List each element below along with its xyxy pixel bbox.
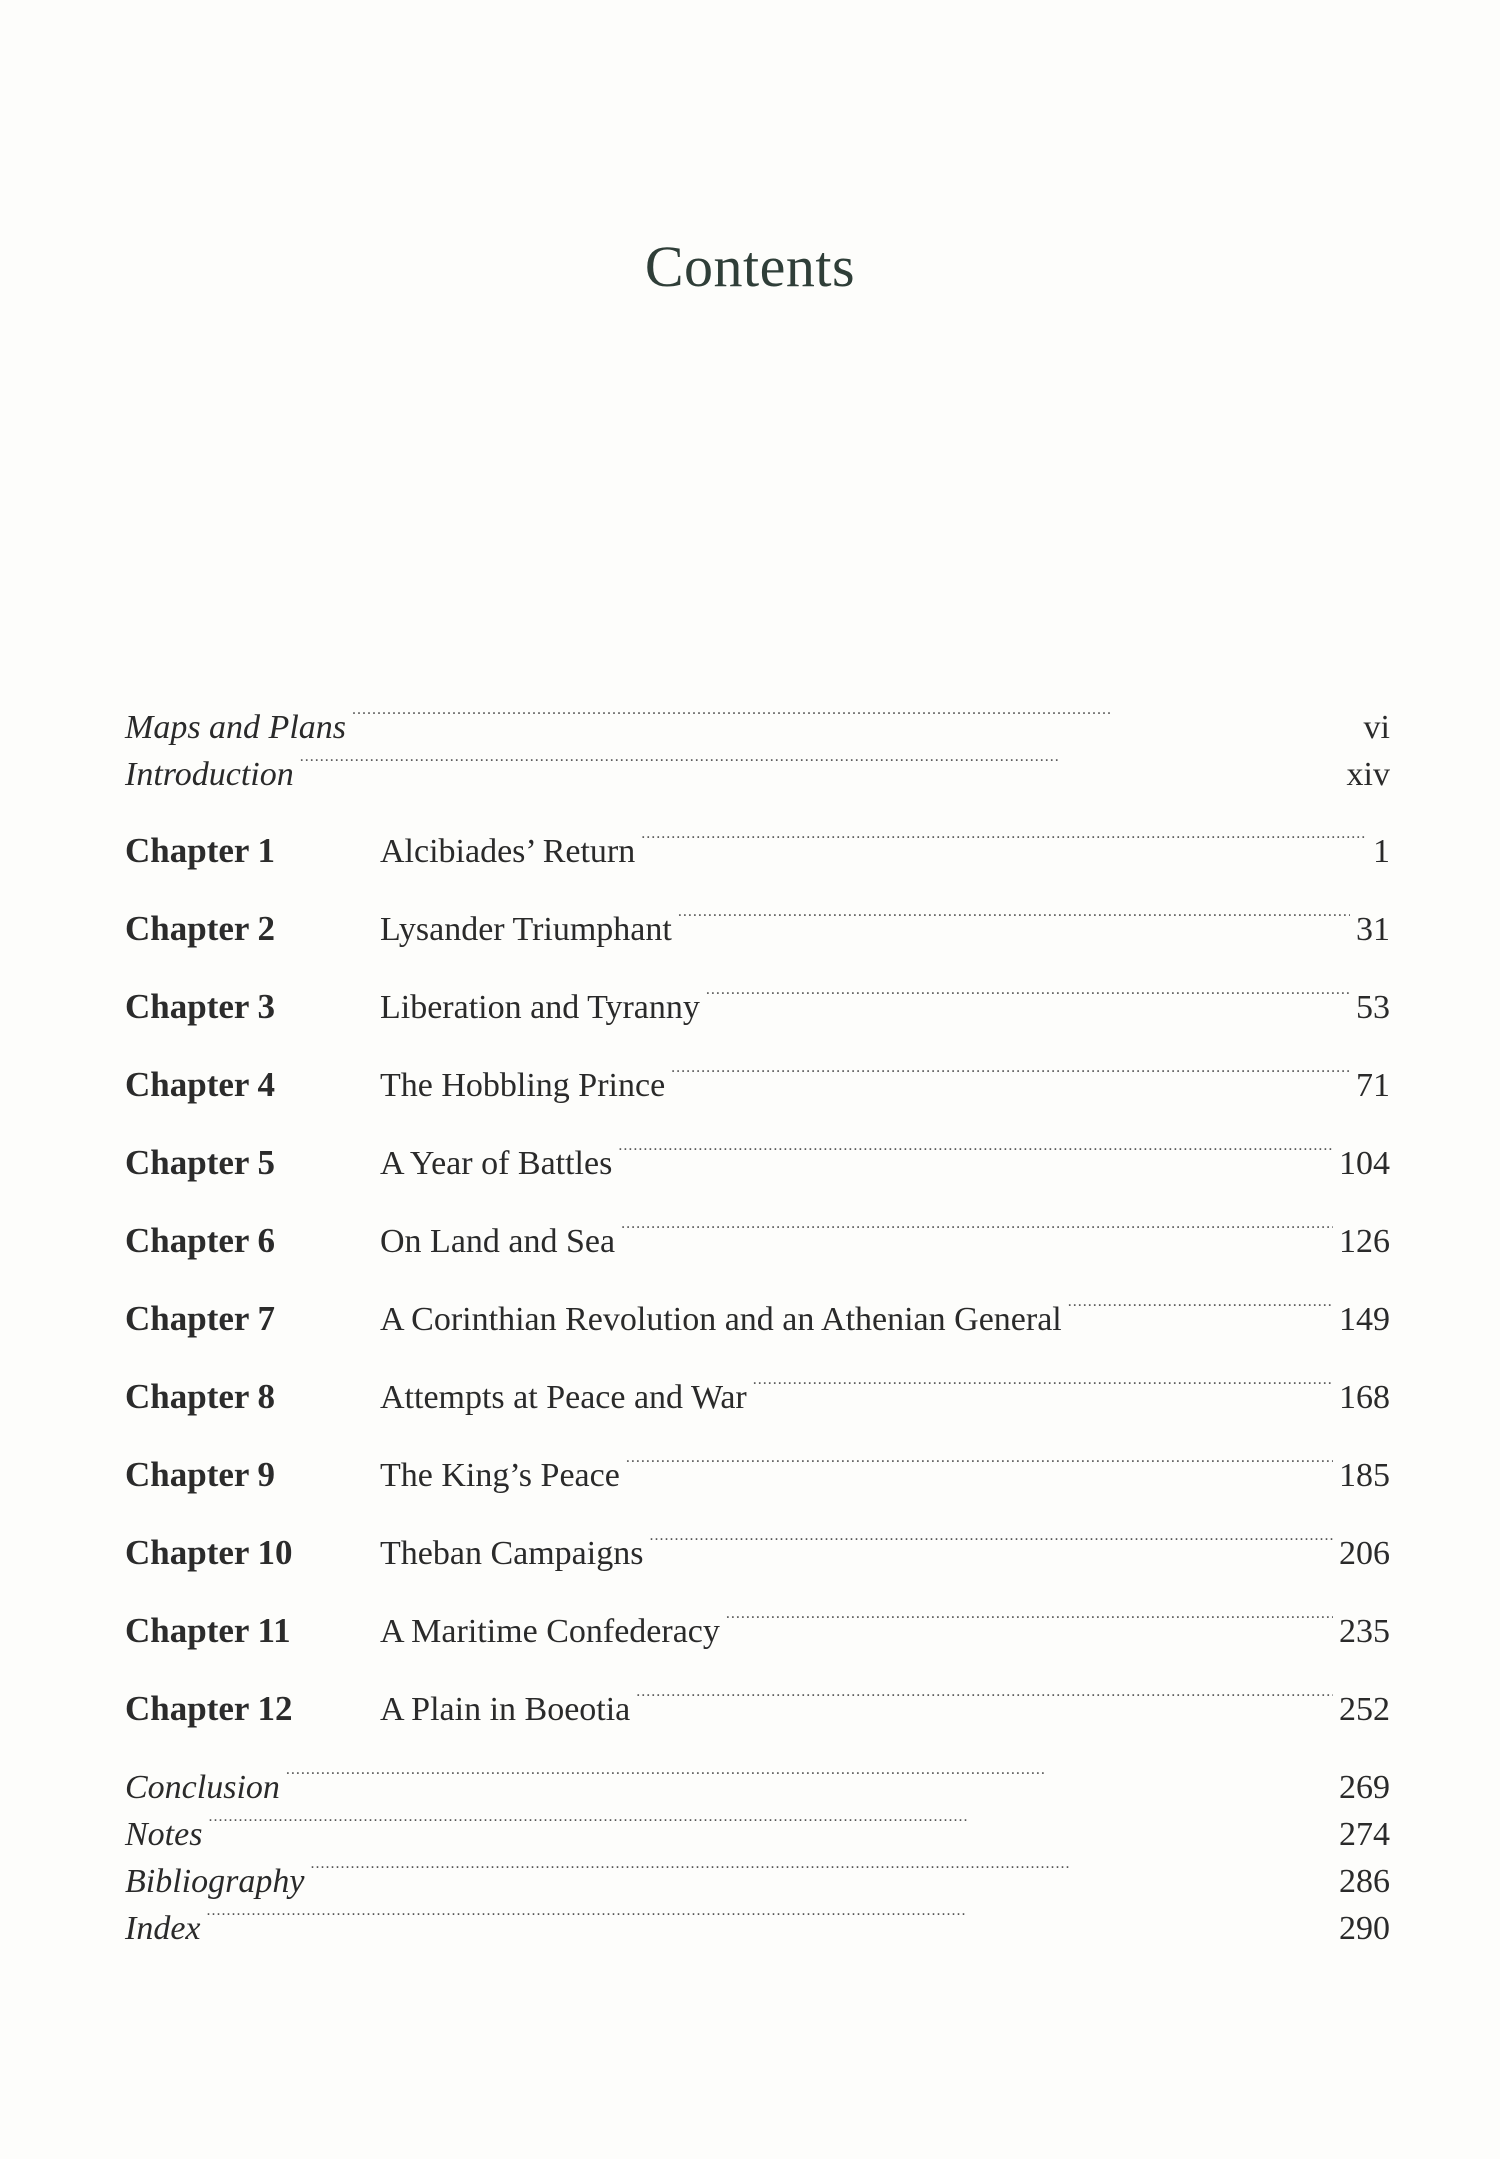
chapter-title: A Plain in Boeotia (380, 1691, 631, 1728)
chapter-label: Chapter 4 (125, 1065, 276, 1104)
chapter-title: On Land and Sea (380, 1223, 616, 1260)
toc-entry-chapter-10[interactable] (125, 1524, 1390, 1574)
chapter-label: Chapter 2 (125, 909, 276, 948)
page-title: Contents (644, 234, 856, 299)
chapter-title: A Maritime Confederacy (380, 1613, 720, 1650)
dot-leader (310, 1852, 1333, 1892)
toc-entry-introduction[interactable] (125, 745, 1390, 795)
toc-page-number: 269 (1339, 1769, 1390, 1806)
dot-leader (671, 1056, 1350, 1096)
chapter-label: Chapter 3 (125, 987, 276, 1026)
chapter-label: Chapter 10 (125, 1533, 293, 1572)
toc-page-number: xiv (1346, 756, 1390, 793)
toc-entry-title: Index (125, 1910, 201, 1947)
toc-page-number: 126 (1339, 1223, 1390, 1260)
chapter-title: The King’s Peace (380, 1457, 620, 1494)
toc-page-number: vi (1363, 709, 1390, 746)
chapter-title: The Hobbling Prince (380, 1067, 666, 1104)
chapter-title: Lysander Triumphant (380, 911, 672, 948)
toc-entry-chapter-12[interactable] (125, 1680, 1390, 1730)
dot-leader (641, 822, 1367, 862)
toc-page-number: 71 (1356, 1067, 1390, 1104)
toc-entry-chapter-7[interactable] (125, 1290, 1390, 1340)
dot-leader (207, 1899, 1333, 1939)
dot-leader (618, 1134, 1333, 1174)
toc-entry-chapter-1[interactable] (125, 822, 1390, 872)
toc-entry-chapter-5[interactable] (125, 1134, 1390, 1184)
toc-entry-chapter-11[interactable] (125, 1602, 1390, 1652)
toc-entry-title: Maps and Plans (125, 709, 346, 746)
toc-entry-title: Introduction (125, 756, 294, 793)
chapter-title: Theban Campaigns (380, 1535, 644, 1572)
dot-leader (636, 1680, 1333, 1720)
toc-entry-conclusion[interactable] (125, 1758, 1390, 1808)
chapter-label: Chapter 1 (125, 831, 276, 870)
chapter-label: Chapter 5 (125, 1143, 276, 1182)
toc-entry-chapter-2[interactable] (125, 900, 1390, 950)
chapter-label: Chapter 8 (125, 1377, 276, 1416)
dot-leader (208, 1805, 1333, 1845)
chapter-title: A Year of Battles (380, 1145, 613, 1182)
chapter-label: Chapter 12 (125, 1689, 293, 1728)
dot-leader (1068, 1290, 1333, 1330)
dot-leader (621, 1212, 1333, 1252)
toc-page-number: 274 (1339, 1816, 1390, 1853)
toc-entry-title: Bibliography (125, 1863, 305, 1900)
toc-entry-title: Notes (125, 1816, 203, 1853)
dot-leader (300, 745, 1341, 785)
chapter-label: Chapter 11 (125, 1611, 291, 1650)
toc-page-number: 168 (1339, 1379, 1390, 1416)
toc-page-number: 53 (1356, 989, 1390, 1026)
toc-page-number: 185 (1339, 1457, 1390, 1494)
toc-page-number: 235 (1339, 1613, 1390, 1650)
chapter-label: Chapter 9 (125, 1455, 276, 1494)
toc-entry-chapter-8[interactable] (125, 1368, 1390, 1418)
toc-page-number: 206 (1339, 1535, 1390, 1572)
dot-leader (726, 1602, 1333, 1642)
toc-entry-chapter-4[interactable] (125, 1056, 1390, 1106)
dot-leader (626, 1446, 1333, 1486)
toc-entry-maps-and-plans[interactable] (125, 698, 1390, 748)
toc-page-number: 149 (1339, 1301, 1390, 1338)
chapter-title: Liberation and Tyranny (380, 989, 700, 1026)
toc-entry-chapter-9[interactable] (125, 1446, 1390, 1496)
chapter-title: Alcibiades’ Return (380, 833, 636, 870)
toc-entry-index[interactable] (125, 1899, 1390, 1949)
toc-page-number: 31 (1356, 911, 1390, 948)
toc-page-number: 290 (1339, 1910, 1390, 1947)
chapter-title: A Corinthian Revolution and an Athenian General (380, 1301, 1062, 1338)
toc-entry-notes[interactable] (125, 1805, 1390, 1855)
toc-entry-bibliography[interactable] (125, 1852, 1390, 1902)
toc-page-number: 1 (1373, 833, 1390, 870)
chapter-label: Chapter 6 (125, 1221, 276, 1260)
chapter-title: Attempts at Peace and War (380, 1379, 747, 1416)
dot-leader (706, 978, 1350, 1018)
chapter-label: Chapter 7 (125, 1299, 276, 1338)
dot-leader (753, 1368, 1333, 1408)
toc-page-number: 252 (1339, 1691, 1390, 1728)
toc-page-number: 286 (1339, 1863, 1390, 1900)
toc-page-number: 104 (1339, 1145, 1390, 1182)
dot-leader (286, 1758, 1333, 1798)
dot-leader (649, 1524, 1333, 1564)
toc-entry-chapter-6[interactable] (125, 1212, 1390, 1262)
toc-entry-chapter-3[interactable] (125, 978, 1390, 1028)
dot-leader (352, 698, 1358, 738)
toc-entry-title: Conclusion (125, 1769, 280, 1806)
dot-leader (678, 900, 1350, 940)
